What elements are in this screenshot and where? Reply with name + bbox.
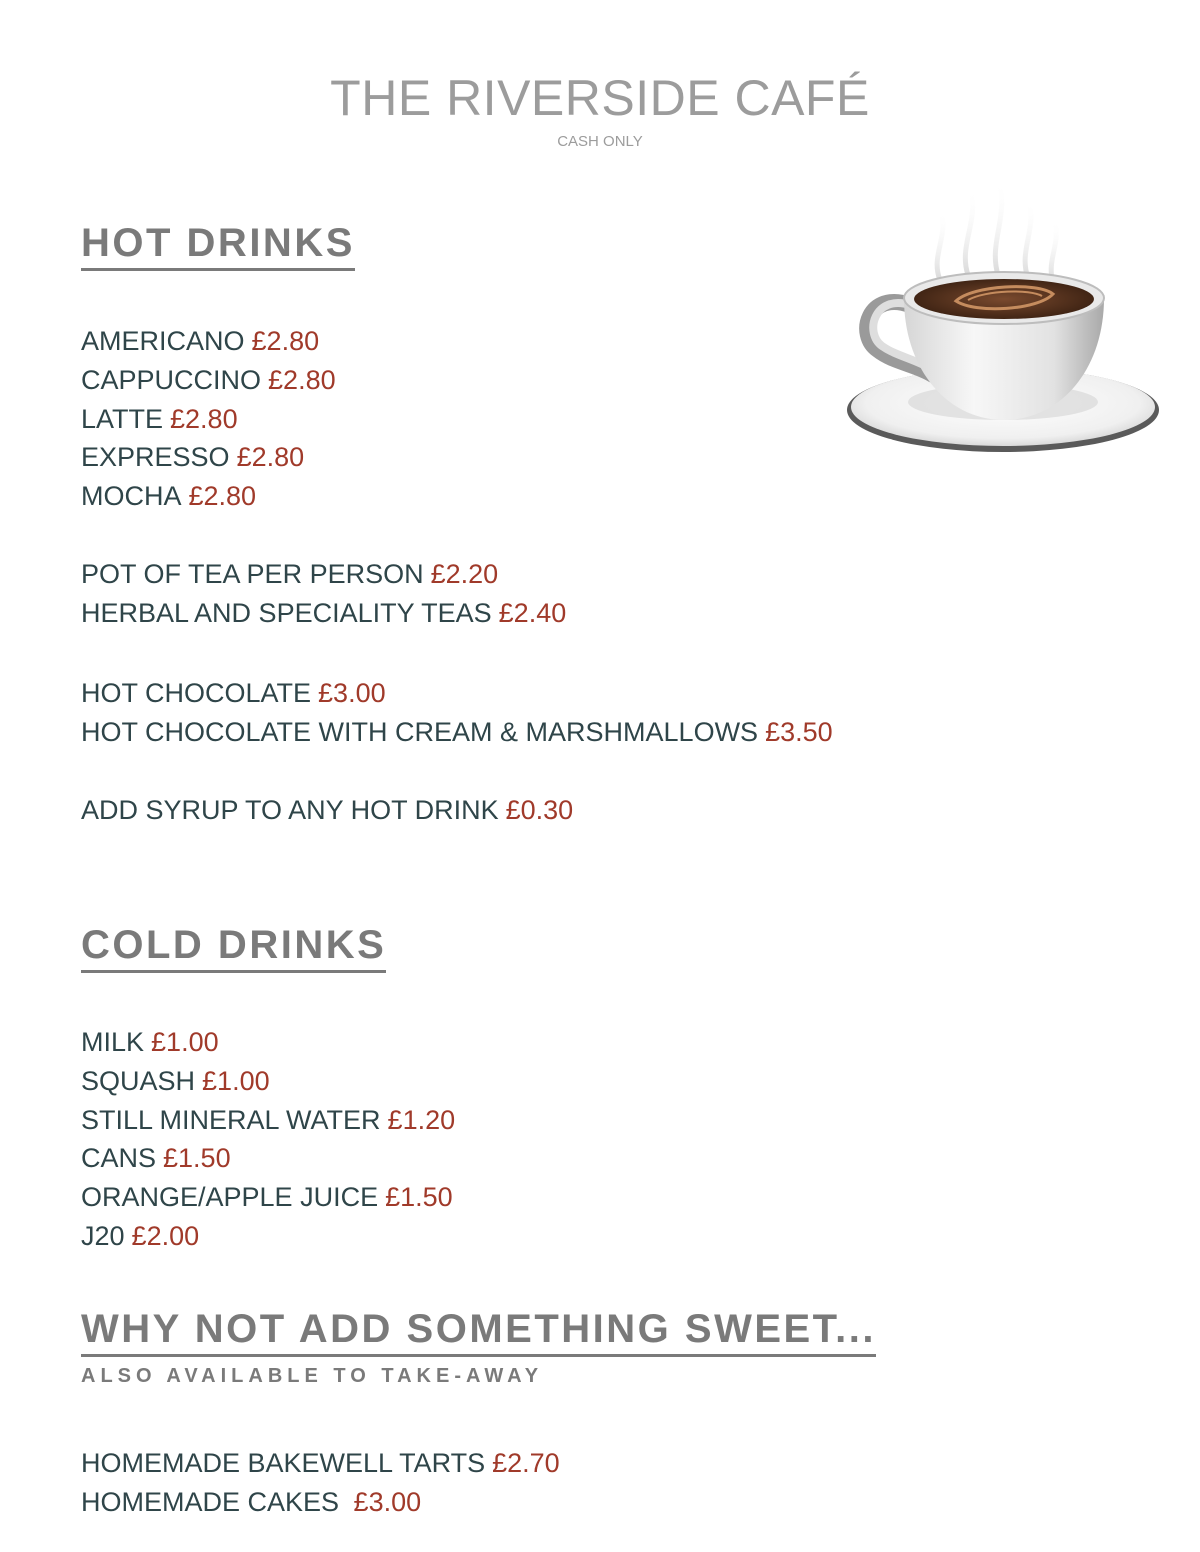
item-price: £0.30 bbox=[505, 795, 574, 825]
menu-item bbox=[81, 400, 336, 439]
cafe-title: THE RIVERSIDE CAFÉ bbox=[330, 70, 870, 126]
payment-note: CASH ONLY bbox=[557, 133, 643, 150]
menu-item bbox=[81, 1101, 455, 1140]
item-name: HERBAL AND SPECIALITY TEAS bbox=[81, 597, 492, 628]
item-name: HOT CHOCOLATE WITH CREAM & MARSHMALLOWS bbox=[81, 716, 759, 747]
menu-item bbox=[81, 1139, 455, 1178]
cold-drinks-heading: COLD DRINKS bbox=[81, 922, 386, 973]
hot-drinks-group-chocolate bbox=[81, 674, 833, 752]
hot-drinks-group-extras bbox=[81, 791, 573, 830]
menu-item bbox=[81, 1178, 455, 1217]
item-name: STILL MINERAL WATER bbox=[81, 1104, 381, 1135]
item-price: £2.80 bbox=[251, 326, 320, 356]
item-price: £2.80 bbox=[236, 442, 305, 473]
item-name: AMERICANO bbox=[81, 326, 245, 356]
item-name: ORANGE/APPLE JUICE bbox=[81, 1182, 379, 1213]
item-price: £3.00 bbox=[318, 678, 386, 708]
menu-item bbox=[81, 791, 573, 830]
item-name: MOCHA bbox=[81, 481, 182, 512]
item-name: POT OF TEA PER PERSON bbox=[81, 559, 424, 589]
item-name: LATTE bbox=[81, 403, 164, 434]
item-price: £2.00 bbox=[131, 1220, 200, 1251]
item-price: £1.50 bbox=[385, 1182, 453, 1213]
item-price: £2.70 bbox=[492, 1448, 560, 1478]
coffee-cup-icon bbox=[838, 170, 1168, 460]
item-price: £2.40 bbox=[498, 597, 567, 628]
menu-item bbox=[81, 438, 336, 477]
takeaway-note: ALSO AVAILABLE TO TAKE-AWAY bbox=[81, 1365, 544, 1387]
item-name: CANS bbox=[81, 1143, 157, 1174]
item-name: ADD SYRUP TO ANY HOT DRINK bbox=[81, 795, 499, 825]
item-name: SQUASH bbox=[81, 1065, 196, 1096]
menu-item bbox=[81, 1483, 560, 1522]
menu-item bbox=[81, 1062, 455, 1101]
item-price: £1.00 bbox=[202, 1065, 270, 1096]
menu-item bbox=[81, 674, 833, 713]
item-name: EXPRESSO bbox=[81, 442, 230, 473]
item-name: HOMEMADE CAKES bbox=[81, 1486, 347, 1517]
menu-item bbox=[81, 594, 566, 633]
item-price: £3.50 bbox=[765, 716, 833, 747]
menu-item bbox=[81, 1217, 455, 1256]
item-price: £2.80 bbox=[268, 364, 336, 395]
menu-item bbox=[81, 361, 336, 400]
item-name: HOMEMADE BAKEWELL TARTS bbox=[81, 1448, 486, 1478]
sweet-heading: WHY NOT ADD SOMETHING SWEET... bbox=[81, 1306, 876, 1357]
item-name: CAPPUCCINO bbox=[81, 364, 262, 395]
menu-item bbox=[81, 1444, 560, 1483]
cold-drinks-list bbox=[81, 1023, 455, 1256]
item-name: MILK bbox=[81, 1027, 145, 1057]
menu-item bbox=[81, 713, 833, 752]
menu-item bbox=[81, 322, 336, 361]
item-price: £1.20 bbox=[387, 1104, 456, 1135]
sweet-list bbox=[81, 1444, 560, 1522]
item-price: £3.00 bbox=[353, 1486, 422, 1517]
hot-drinks-group-tea bbox=[81, 555, 566, 633]
menu-item bbox=[81, 477, 336, 516]
menu-item bbox=[81, 1023, 455, 1062]
item-name: HOT CHOCOLATE bbox=[81, 678, 312, 708]
hot-drinks-group-coffee bbox=[81, 322, 336, 516]
item-price: £2.20 bbox=[430, 559, 499, 589]
item-price: £2.80 bbox=[170, 403, 238, 434]
hot-drinks-heading: HOT DRINKS bbox=[81, 220, 355, 271]
item-price: £2.80 bbox=[188, 481, 257, 512]
item-price: £1.00 bbox=[151, 1027, 219, 1057]
item-name: J20 bbox=[81, 1220, 125, 1251]
item-price: £1.50 bbox=[163, 1143, 231, 1174]
menu-item bbox=[81, 555, 566, 594]
